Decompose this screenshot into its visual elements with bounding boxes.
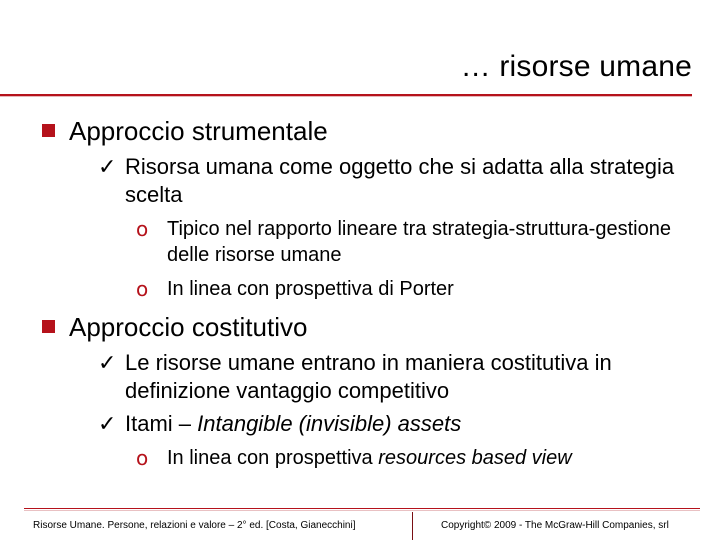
- list-item: [98, 410, 698, 438]
- list-item-text-italic: Intangible (invisible) assets: [197, 411, 462, 436]
- circle-bullet-icon: o: [136, 217, 149, 241]
- list-item-text-plain: Itami –: [125, 411, 198, 436]
- list-item: [98, 153, 698, 209]
- checkmark-icon: ✓: [98, 411, 117, 436]
- list-item-text: Le risorse umane entrano in maniera costitutiva in definizione vantaggio competitivo: [125, 350, 612, 403]
- sub-list-item-text-plain: In linea con prospettiva: [167, 447, 379, 469]
- sub-list-item: [136, 216, 696, 268]
- sub-list-item-text-italic: resources based view: [378, 447, 572, 469]
- circle-bullet-icon: o: [136, 277, 149, 301]
- circle-bullet-icon: o: [136, 446, 149, 470]
- sub-list-item-text: [167, 445, 696, 471]
- section-heading-text: Approccio strumentale: [69, 116, 328, 146]
- square-bullet-icon: [42, 320, 55, 333]
- footer-rule: [24, 508, 700, 509]
- sub-list-item-text: In linea con prospettiva di Porter: [167, 278, 454, 300]
- list-item-text: Risorsa umana come oggetto che si adatta alla strategia scelta: [125, 154, 675, 207]
- sub-list-item-text: Tipico nel rapporto lineare tra strategia-struttura-gestione delle risorse umane: [167, 218, 671, 266]
- list-item: [98, 349, 698, 405]
- footer-rule-shadow: [24, 510, 700, 511]
- footer-citation: Risorse Umane. Persone, relazioni e valore – 2° ed. [Costa, Gianecchini]: [33, 520, 356, 531]
- footer-separator: [412, 512, 413, 540]
- square-bullet-icon: [42, 124, 55, 137]
- sub-list-item: [136, 276, 696, 302]
- checkmark-icon: ✓: [98, 154, 117, 179]
- slide-title: … risorse umane: [460, 50, 692, 83]
- checkmark-icon: ✓: [98, 350, 117, 375]
- sub-list-item: [136, 445, 696, 471]
- list-item-text: [125, 410, 698, 438]
- footer-copyright: Copyright© 2009 - The McGraw-Hill Companies, srl: [441, 520, 669, 531]
- section-heading-text: Approccio costitutivo: [69, 312, 308, 342]
